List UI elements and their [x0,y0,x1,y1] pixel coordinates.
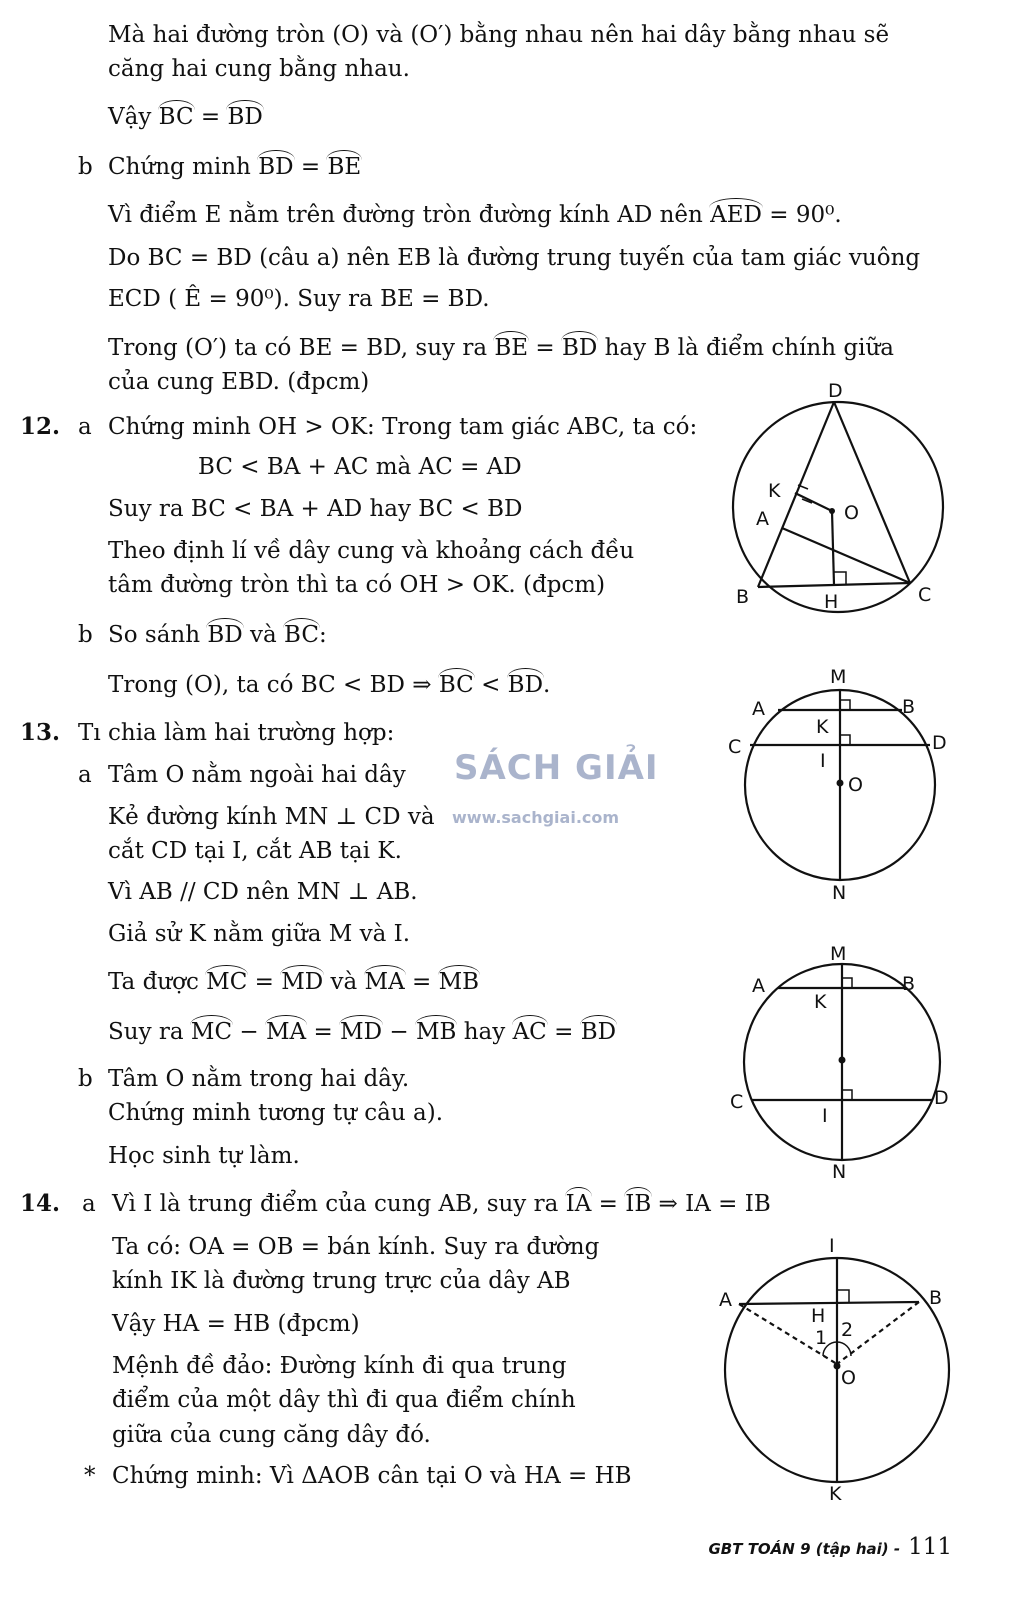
text-line: Chứng minh: Vì ΔAOB cân tại O và HA = HB [112,1463,632,1489]
item-label: b [78,622,93,648]
text: − [382,1019,416,1045]
text-line [108,620,327,650]
text-line [108,102,263,132]
arc-label: MD [281,969,324,995]
text: = [528,335,562,361]
figure-13a-circle-chords [720,665,960,905]
text: = [247,969,282,995]
chord-ab [739,1302,919,1304]
bullet-star: * [84,1463,96,1489]
figure-14-circle-diameter [715,1232,965,1512]
text-line: Mà hai đường tròn (O) và (O′) bằng nhau nên hai dây bằng nhau sẽ [108,22,890,48]
label-d: D [934,1087,949,1109]
label-a: A [719,1289,732,1311]
arc-label: BE [494,335,529,361]
text: hay B là điểm chính giữa [597,335,894,361]
label-c: C [728,736,742,758]
text-line: BC < BA + AC mà AC = AD [198,454,522,480]
arc-label: IB [625,1191,652,1217]
label-i: I [822,1105,828,1127]
label-b: B [929,1287,943,1309]
arc-label: BD [258,154,294,180]
arc-label: MD [340,1019,383,1045]
text-line: Vậy HA = HB (đpcm) [112,1311,360,1337]
text-line: Tâm O nằm trong hai dây. [108,1066,410,1092]
text-line: tâm đường tròn thì ta có OH > OK. (đpcm) [108,572,606,598]
arc-label: BE [327,154,362,180]
label-b: B [902,696,916,718]
exercise-number: 14. [20,1190,61,1217]
text-line [108,333,894,363]
text: Ta được [108,969,207,995]
text-line: Học sinh tự làm. [108,1143,300,1169]
label-a: A [756,508,769,530]
text-line: Kẻ đường kính MN ⊥ CD và [108,804,435,830]
text-line: Do BC = BD (câu a) nên EB là đường trung tuyến của tam giác vuông [108,245,921,271]
text: Trong (O′) ta có BE = BD, suy ra [108,335,495,361]
arc-label: BD [227,104,263,130]
text: = [306,1019,341,1045]
label-h: H [824,591,839,613]
center-dot [839,1057,846,1064]
arc-label: BD [207,622,243,648]
text-line: Giả sử K nằm giữa M và I. [108,921,411,947]
figure-12-triangle-circle [720,375,960,615]
text-line [108,200,842,230]
text-line [108,1017,616,1047]
text-line [108,967,479,997]
text-line: kính IK là đường trung trực của dây AB [112,1268,571,1294]
label-n: N [832,882,847,904]
text: Suy ra [108,1019,191,1045]
text-line: của cung EBD. (đpcm) [108,369,370,395]
label-d: D [828,380,843,402]
arc-label: BC [438,672,474,698]
label-2: 2 [841,1319,854,1341]
label-a: A [752,698,765,720]
text: . [543,672,551,698]
text-line: căng hai cung bằng nhau. [108,56,410,82]
label-h: H [811,1305,826,1327]
text: = [193,104,228,130]
label-k: K [816,716,829,738]
text-line: giữa của cung căng dây đó. [112,1422,431,1448]
item-label: a [78,414,92,440]
text: = 90⁰. [762,202,842,228]
text: hay [456,1019,513,1045]
item-label: b [78,154,93,180]
text-line: Vì AB // CD nên MN ⊥ AB. [108,879,418,905]
page-number: 111 [908,1534,952,1560]
text-line: ECD ( Ê = 90⁰). Suy ra BE = BD. [108,286,490,312]
label-b: B [902,973,916,995]
text-line: điểm của một dây thì đi qua điểm chính [112,1387,576,1413]
label-a: A [752,975,765,997]
label-n: N [832,1161,847,1178]
text-line [108,670,550,700]
label-c: C [918,584,932,606]
text-line: Suy ra BC < BA + AD hay BC < BD [108,496,523,522]
arc-label: BD [561,335,598,361]
text: và [242,622,285,648]
center-dot [837,780,844,787]
arc-label: BD [580,1019,617,1045]
arc-label: AED [710,202,762,228]
arc-label: MA [364,969,405,995]
text: Trong (O), ta có BC < BD ⇒ [108,672,439,698]
item-label: b [78,1066,93,1092]
text-line: Chứng minh tương tự câu a). [108,1100,444,1126]
label-m: M [830,666,847,688]
text-line: cắt CD tại I, cắt AB tại K. [108,838,402,864]
label-m: M [830,943,847,965]
circle-outline [733,402,943,612]
text: = [546,1019,581,1045]
text-line [112,1189,771,1219]
text: Chứng minh [108,154,259,180]
arc-label: MB [415,1019,457,1045]
label-k: K [814,991,827,1013]
text: = [404,969,439,995]
label-b: B [736,586,750,608]
exercise-number: 12. [20,413,61,440]
center-dot [829,508,835,514]
text: − [232,1019,266,1045]
page-footer [709,1534,953,1560]
arc-label: MC [190,1019,233,1045]
text-line: Theo định lí về dây cung và khoảng cách đều [108,538,635,564]
label-o: O [844,502,859,524]
watermark-url: www.sachgiai.com [452,808,620,827]
text: : [318,622,327,648]
label-o: O [848,774,863,796]
figure-13b-circle-chords [720,938,960,1178]
segment-oh [832,511,834,585]
arc-label: MB [438,969,480,995]
text: Vì điểm E nằm trên đường tròn đường kính AD nên [108,202,711,228]
text: Vì I là trung điểm của cung AB, suy ra [112,1191,566,1217]
label-d: D [932,732,947,754]
text-line: Ta có: OA = OB = bán kính. Suy ra đường [112,1234,600,1260]
label-k: K [768,480,781,502]
text: < [473,672,508,698]
arc-label: AC [512,1019,547,1045]
text-line [108,152,361,182]
text: = [293,154,328,180]
text: và [323,969,365,995]
segment-ok [795,493,832,511]
item-label: a [82,1191,96,1217]
text-line: Mệnh đề đảo: Đường kính đi qua trung [112,1353,567,1379]
label-o: O [841,1367,856,1389]
label-i: I [829,1235,835,1257]
exercise-number: 13. [20,719,61,746]
footer-title: GBT TOÁN 9 (tập hai) - [708,1540,901,1558]
arc-label: BD [507,672,544,698]
text-line: Chứng minh OH > OK: Trong tam giác ABC, ta có: [108,414,698,440]
label-i: I [820,750,826,772]
item-label: a [78,762,92,788]
text-line: Tı chia làm hai trường hợp: [78,720,395,746]
arc-label: IA [565,1191,592,1217]
watermark-logo: SÁCH GIẢI [454,748,659,788]
center-dot [834,1363,841,1370]
arc-label: BC [284,622,319,648]
label-c: C [730,1091,744,1113]
text: ⇒ IA = IB [651,1191,771,1217]
label-k: K [829,1483,842,1505]
text: So sánh [108,622,208,648]
label-1: 1 [815,1327,828,1349]
arc-label: MC [206,969,248,995]
arc-label: BC [158,104,194,130]
text: = [591,1191,626,1217]
text-line: Tâm O nằm ngoài hai dây [108,762,406,788]
text: Vậy [108,104,159,130]
arc-label: MA [265,1019,307,1045]
